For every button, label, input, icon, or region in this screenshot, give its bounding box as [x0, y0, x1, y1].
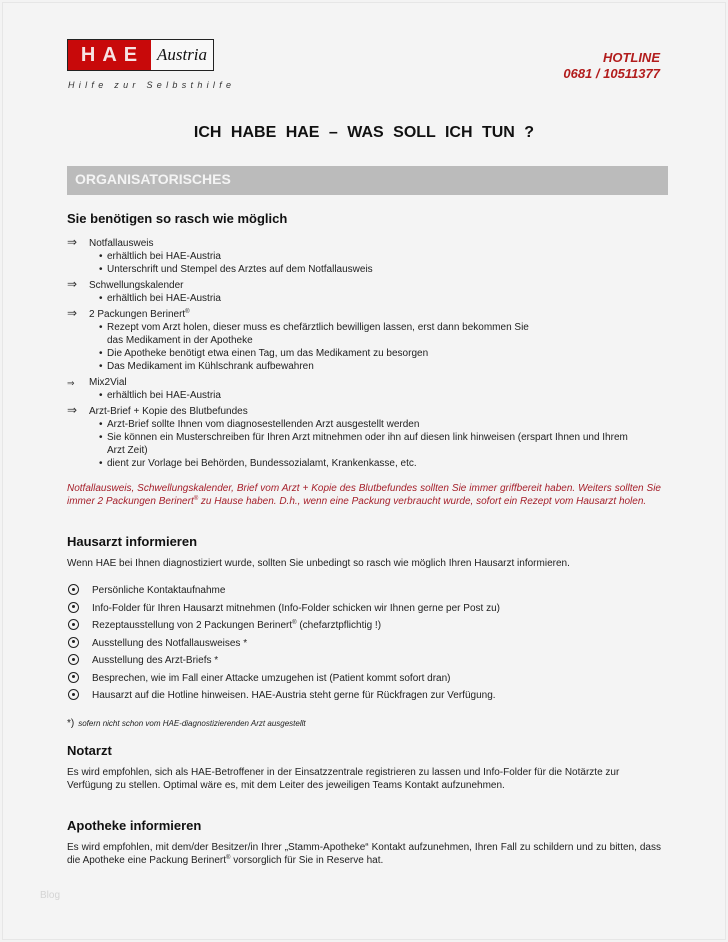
list-item: • erhältlich bei HAE-Austria — [99, 292, 667, 305]
circled-dot-icon — [68, 619, 79, 630]
list-item: • Sie können ein Musterschreiben für Ihren Arzt mitnehmen oder ihn auf diesen link hinweisen (erspart Ihnen und Ihrem Arzt Zeit) — [99, 431, 639, 457]
notarzt-text: Es wird empfohlen, sich als HAE-Betroffener in der Einsatzzentrale registrieren zu lassen und Info-Folder für die Notärzte zur Verfügung zu stellen. Optimal wäre es, mit dem Leiter des jeweiligen Teams Kontakt aufzunehmen. — [67, 767, 620, 791]
circled-dot-icon — [68, 584, 79, 595]
double-arrow-icon: ⇒ — [67, 403, 78, 417]
needs-list — [67, 237, 667, 473]
logo-tagline: Hilfe zur Selbsthilfe — [68, 80, 236, 90]
needs-item-berinert: ⇒ 2 Packungen Berinert® • Rezept vom Arzt holen, dieser muss es chefärztlich bewilligen lassen, erst dann bekommen Sie das Medikament in der Apotheke • Die Apotheke benötigt etwa einen Tag, um das Medikament zu besorgen • Das Medikament im Kühlschrank aufbewahren — [67, 308, 667, 373]
list-item: • Arzt-Brief sollte Ihnen vom diagnosestellenden Arzt ausgestellt werden — [99, 418, 667, 431]
apotheke-text: Es wird empfohlen, mit dem/der Besitzer/in Ihrer „Stamm-Apotheke“ Kontakt aufzunehmen, Ihren Fall zu schildern und zu bitten, dass die Apotheke eine Packung Berinert® vorsorglich für Sie in Reserve hat. — [67, 842, 661, 866]
heading-hausarzt: Hausarzt informieren — [67, 534, 198, 549]
watermark: Blog — [40, 890, 61, 901]
hotline-number: 0681 / 10511377 — [563, 66, 660, 81]
circled-dot-icon — [68, 654, 79, 665]
list-item: • Unterschrift und Stempel des Arztes auf dem Notfallausweis — [99, 263, 667, 276]
list-item: • Die Apotheke benötigt etwa einen Tag, um das Medikament zu besorgen — [99, 347, 667, 360]
important-note: Notfallausweis, Schwellungskalender, Brief vom Arzt + Kopie des Blutbefundes sollten Sie immer griffbereit haben. Weiters sollten Sie immer 2 Packungen Berinert® zu Hause haben. D.h., wenn eine Packung verbraucht wurde, sofort ein Rezept vom Hausarzt holen. — [67, 483, 661, 507]
list-item: Besprechen, wie im Fall einer Attacke umzugehen ist (Patient kommt sofort dran) — [67, 672, 667, 690]
list-item: Rezeptausstellung von 2 Packungen Berinert® (chefarztpflichtig !) — [67, 619, 667, 637]
circled-dot-icon — [68, 602, 79, 613]
list-item: Hausarzt auf die Hotline hinweisen. HAE-Austria steht gerne für Rückfragen zur Verfügung. — [67, 689, 667, 707]
logo-austria: Austria — [151, 40, 213, 70]
page-title: ICH HABE HAE – WAS SOLL ICH TUN ? — [193, 124, 535, 141]
list-item: • erhältlich bei HAE-Austria — [99, 250, 667, 263]
double-arrow-icon: ⇒ — [67, 378, 75, 388]
list-item: • dient zur Vorlage bei Behörden, Bundessozialamt, Krankenkasse, etc. — [99, 457, 667, 470]
heading-apotheke: Apotheke informieren — [67, 818, 202, 833]
list-item: Ausstellung des Notfallausweises * — [67, 637, 667, 655]
double-arrow-icon: ⇒ — [67, 235, 78, 249]
list-item: Persönliche Kontaktaufnahme — [67, 584, 667, 602]
hausarzt-intro: Wenn HAE bei Ihnen diagnostiziert wurde, sollten Sie unbedingt so rasch wie möglich Ihren Hausarzt informieren. — [67, 558, 570, 569]
needs-item-arztbrief: ⇒ Arzt-Brief + Kopie des Blutbefundes • Arzt-Brief sollte Ihnen vom diagnosestellenden Arzt ausgestellt werden • Sie können ein Musterschreiben für Ihren Arzt mitnehmen oder ihn auf diesen link hinweisen (erspart Ihnen und Ihrem Arzt Zeit) • dient zur Vorlage bei Behörden, Bundessozialamt, Krankenkasse, etc. — [67, 405, 667, 470]
heading-needs: Sie benötigen so rasch wie möglich — [67, 211, 288, 226]
logo-hae: HAE — [68, 40, 151, 70]
list-item: Ausstellung des Arzt-Briefs * — [67, 654, 667, 672]
circled-dot-icon — [68, 637, 79, 648]
double-arrow-icon: ⇒ — [67, 277, 78, 291]
registered-mark: ® — [185, 309, 190, 315]
hausarzt-list — [67, 584, 667, 707]
double-arrow-icon: ⇒ — [67, 306, 78, 320]
list-item: • Rezept vom Arzt holen, dieser muss es chefärztlich bewilligen lassen, erst dann bekommen Sie das Medikament in der Apotheke — [99, 321, 539, 347]
list-item: Info-Folder für Ihren Hausarzt mitnehmen (Info-Folder schicken wir Ihnen gerne per Post zu) — [67, 602, 667, 620]
needs-item-mix2vial: ⇒ Mix2Vial • erhältlich bei HAE-Austria — [67, 376, 667, 402]
needs-item-schwellungskalender: ⇒ Schwellungskalender • erhältlich bei HAE-Austria — [67, 279, 667, 305]
hae-austria-logo — [67, 39, 214, 71]
list-item: • Das Medikament im Kühlschrank aufbewahren — [99, 360, 667, 373]
list-item: • erhältlich bei HAE-Austria — [99, 389, 667, 402]
circled-dot-icon — [68, 689, 79, 700]
circled-dot-icon — [68, 672, 79, 683]
heading-notarzt: Notarzt — [67, 743, 112, 758]
hotline-label: HOTLINE — [602, 50, 660, 65]
needs-item-notfallausweis: ⇒ Notfallausweis • erhältlich bei HAE-Austria • Unterschrift und Stempel des Arztes auf dem Notfallausweis — [67, 237, 667, 276]
section-header-organisatorisches: ORGANISATORISCHES — [67, 166, 668, 195]
hotline-block — [563, 50, 660, 82]
footnote: *) sofern nicht schon vom HAE-diagnostizierenden Arzt ausgestellt — [67, 718, 306, 729]
